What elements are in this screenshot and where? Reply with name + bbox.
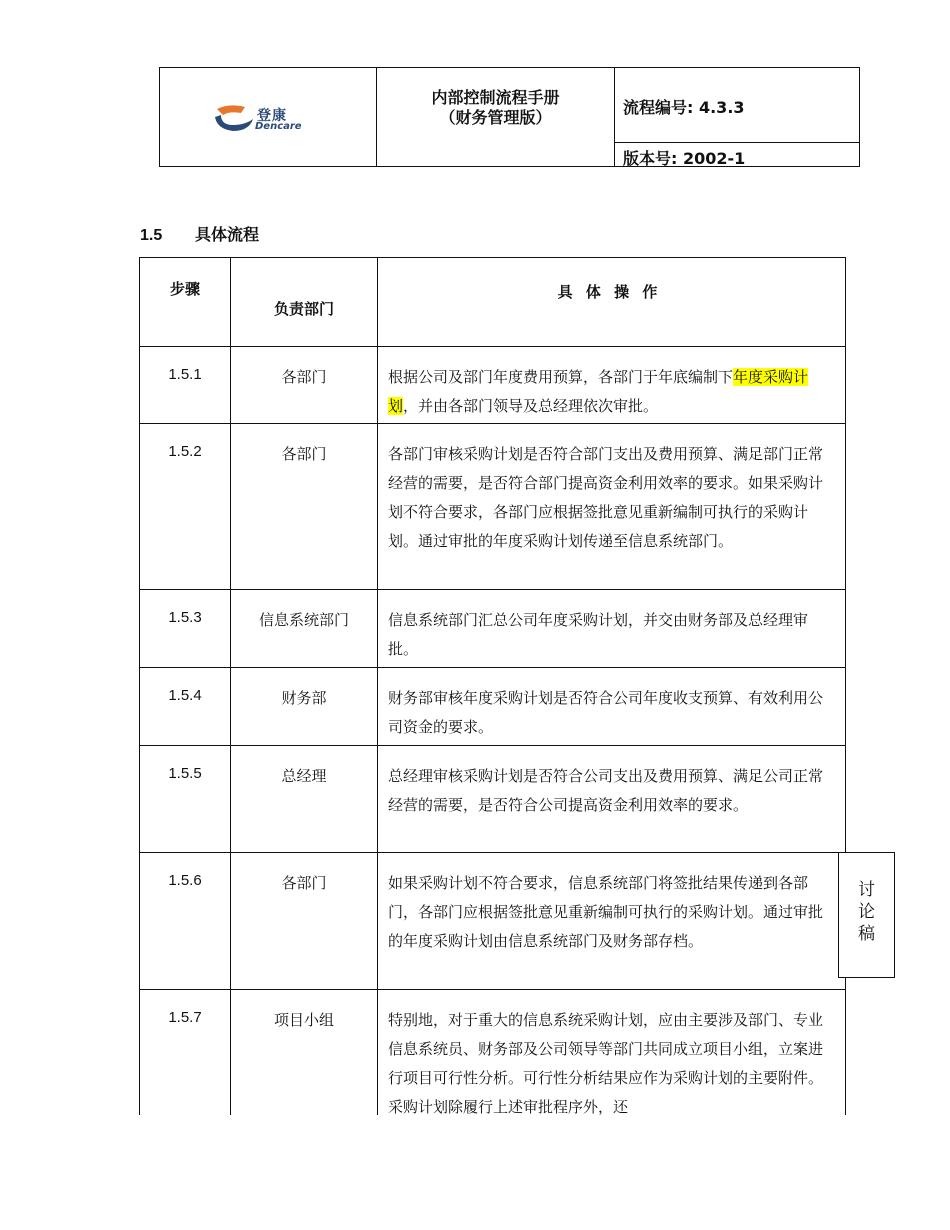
step-number: 1.5.3: [140, 590, 231, 667]
table-row: [140, 424, 845, 590]
operation-text: [378, 347, 845, 423]
section-heading: [140, 222, 259, 245]
step-number: 1.5.1: [140, 347, 231, 423]
draft-marker-char: 稿: [858, 924, 875, 944]
draft-marker-char: 讨: [858, 880, 875, 900]
logo-mark-icon: [215, 103, 255, 133]
step-number: 1.5.6: [140, 853, 231, 989]
section-title: 具体流程: [195, 225, 260, 244]
responsible-dept: 信息系统部门: [231, 590, 378, 667]
table-row: [140, 590, 845, 668]
operation-text: 财务部审核年度采购计划是否符合公司年度收支预算、有效利用公司资金的要求。: [388, 689, 824, 736]
column-header-step: 步骤: [140, 258, 231, 346]
table-row: [140, 347, 845, 424]
draft-marker-box: [838, 852, 895, 978]
responsible-dept: 各部门: [231, 347, 378, 423]
process-table: [139, 257, 846, 1115]
column-header-operation: 具 体 操 作: [557, 283, 662, 301]
step-number: 1.5.7: [140, 990, 231, 1115]
column-header-dept: 负责部门: [231, 258, 378, 346]
operation-text: 特别地，对于重大的信息系统采购计划，应由主要涉及部门、专业信息系统员、财务部及公司领导等部门共同成立项目小组，立案进行项目可行性分析。可行性分析结果应作为采购计划的主要附件。采购计划除履行上述审批程序外，还: [388, 1011, 824, 1115]
document-header-table: [159, 67, 860, 167]
responsible-dept: 总经理: [231, 746, 378, 852]
operation-text: 各部门审核采购计划是否符合部门支出及费用预算、满足部门正常经营的需要，是否符合部门提高资金利用效率的要求。如果采购计划不符合要求，各部门应根据签批意见重新编制可执行的采购计划。通过审批的年度采购计划传递至信息系统部门。: [388, 445, 824, 550]
operation-text: 如果采购计划不符合要求，信息系统部门将签批结果传递到各部门，各部门应根据签批意见重新编制可执行的采购计划。通过审批的年度采购计划由信息系统部门及财务部存档。: [388, 874, 824, 950]
process-code: 流程编号: 4.3.3: [615, 68, 859, 143]
manual-title-cell: [377, 68, 615, 166]
logo-cell: [160, 68, 377, 166]
responsible-dept: 各部门: [231, 424, 378, 589]
step-number: 1.5.5: [140, 746, 231, 852]
table-row: [140, 990, 845, 1115]
logo-english-text: Dencare: [255, 121, 302, 132]
step-number: 1.5.4: [140, 668, 231, 745]
logo-chinese-text: 登康: [257, 108, 287, 124]
manual-subtitle: （财务管理版）: [439, 108, 552, 127]
responsible-dept: 财务部: [231, 668, 378, 745]
operation-text-part: ，并由各部门领导及总经理依次审批。: [403, 397, 659, 415]
operation-text: 总经理审核采购计划是否符合公司支出及费用预算、满足公司正常经营的需要，是否符合公司提高资金利用效率的要求。: [388, 767, 824, 814]
draft-marker-char: 论: [858, 902, 875, 922]
table-row: [140, 853, 845, 990]
manual-title: 内部控制流程手册: [431, 88, 560, 107]
table-row: [140, 668, 845, 746]
operation-text-part: 根据公司及部门年度费用预算，各部门于年底编制下: [388, 368, 734, 386]
company-logo: [215, 103, 315, 137]
section-number: 1.5: [140, 227, 163, 244]
highlighted-term: 年度采购计划: [388, 368, 809, 415]
operation-text: 信息系统部门汇总公司年度采购计划，并交由财务部及总经理审批。: [388, 611, 809, 658]
table-header-row: [140, 258, 845, 347]
responsible-dept: 项目小组: [231, 990, 378, 1115]
table-row: [140, 746, 845, 853]
responsible-dept: 各部门: [231, 853, 378, 989]
version-number: 版本号: 2002-1: [623, 149, 746, 168]
step-number: 1.5.2: [140, 424, 231, 589]
